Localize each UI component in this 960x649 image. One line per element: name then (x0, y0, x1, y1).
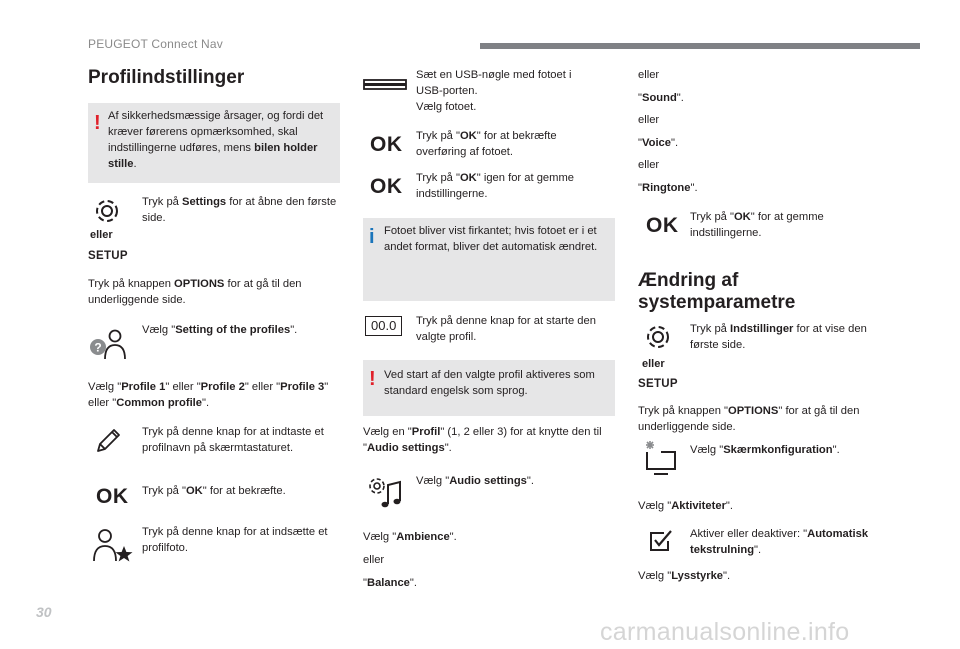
step-ok-save-text: Tryk på "OK" igen for at gemme indstillingerne. (416, 172, 574, 200)
warning-language-text: Ved start af den valgte profil aktiveres som standard engelsk som sprog. (384, 369, 595, 397)
step-indstillinger-text: Tryk på Indstillinger for at vise den første side. (690, 323, 867, 351)
aktiviteter-text: Vælg "Aktiviteter". (638, 500, 734, 512)
voice-text: "Voice". (638, 137, 679, 149)
options-text: Tryk på knappen "OPTIONS" for at gå til den underliggende side. (638, 405, 860, 433)
options-text: Tryk på knappen OPTIONS for at gå til den underliggende side. (88, 278, 302, 306)
lysstyrke-text: Vælg "Lysstyrke". (638, 570, 731, 582)
checkbox-icon (648, 528, 674, 554)
step-photo-text: Tryk på denne knap for at indsætte et profilfoto. (142, 526, 328, 554)
ambience-text: Vælg "Ambience". (363, 531, 457, 543)
eller-label: eller (642, 358, 665, 370)
step-ok-text: Tryk på "OK" for at bekræfte. (142, 485, 286, 497)
warning-box-language (363, 360, 615, 416)
audio-settings-icon (368, 477, 404, 511)
step-name-text: Tryk på denne knap for at indtaste et profilnavn på skærmtastaturet. (142, 426, 324, 454)
running-header: PEUGEOT Connect Nav (88, 37, 223, 51)
step-ok-transfer-text: Tryk på "OK" for at bekræfte overføring af fotoet. (416, 130, 557, 158)
screen-config-step-text: Vælg "Skærmkonfiguration". (690, 444, 840, 456)
settings-gear-icon (644, 323, 672, 351)
setup-label: SETUP (88, 250, 128, 262)
ringtone-text: "Ringtone". (638, 182, 698, 194)
watermark: carmanualsonline.info (600, 618, 850, 646)
eller-label: eller (90, 229, 113, 241)
balance-text: "Balance". (363, 577, 417, 589)
reset-text: Tryk på denne knap for at starte den valgte profil. (416, 315, 596, 343)
info-box (363, 218, 615, 301)
step-profiles-text: Vælg "Setting of the profiles". (142, 324, 298, 336)
audio-settings-step-text: Vælg "Audio settings". (416, 475, 534, 487)
section-title-profiles: Profilindstillinger (88, 67, 245, 88)
step-settings-text: Tryk på Settings for at åbne den første side. (142, 196, 337, 224)
warning-box (88, 103, 340, 183)
profile-star-icon (90, 527, 134, 563)
screen-config-icon (641, 440, 679, 476)
info-text: Fotoet bliver vist firkantet; hvis fotoet er i et andet format, bliver det automatisk ændret. (384, 225, 598, 253)
profil-audio-text: Vælg en "Profil" (1, 2 eller 3) for at knytte den til "Audio settings". (363, 426, 602, 454)
info-icon: i (369, 226, 375, 248)
eller-text: eller (638, 114, 660, 126)
profile-choice-text: Vælg "Profile 1" eller "Profile 2" eller "Profile 3" eller "Common profile". (88, 381, 329, 409)
scroll-step-text: Aktiver eller deaktiver: "Automatisk tekstrulning". (690, 528, 869, 556)
page-number: 30 (36, 604, 52, 620)
section-title-system: Ændring af systemparametre (638, 270, 796, 313)
eller-text: eller (638, 159, 660, 171)
reset-profile-icon: 00.0 (365, 316, 402, 336)
setup-label: SETUP (638, 378, 678, 390)
usb-key-icon (363, 78, 407, 92)
ok-icon: OK (646, 214, 679, 237)
warning-text: Af sikkerhedsmæssige årsager, og fordi det kræver førerens opmærksomhed, skal indstillingerne udføres, mens bilen holder stille. (108, 110, 324, 170)
svg-text:?: ? (94, 340, 102, 355)
warning-icon: ! (369, 368, 376, 390)
ok-icon: OK (370, 175, 403, 198)
eller-text: eller (638, 69, 660, 81)
warning-icon: ! (94, 112, 101, 134)
usb-text: Sæt en USB-nøgle med fotoet i USB-porten. Vælg fotoet. (416, 69, 572, 113)
eller-text: eller (363, 554, 385, 566)
profile-help-icon (86, 327, 130, 361)
header-rule (480, 43, 920, 49)
ok-icon: OK (370, 133, 403, 156)
ok-icon: OK (96, 485, 129, 508)
sound-text: "Sound". (638, 92, 684, 104)
settings-gear-icon (93, 197, 121, 225)
pencil-icon (94, 427, 122, 455)
step-ok-save-text: Tryk på "OK" for at gemme indstillingerne. (690, 211, 824, 239)
